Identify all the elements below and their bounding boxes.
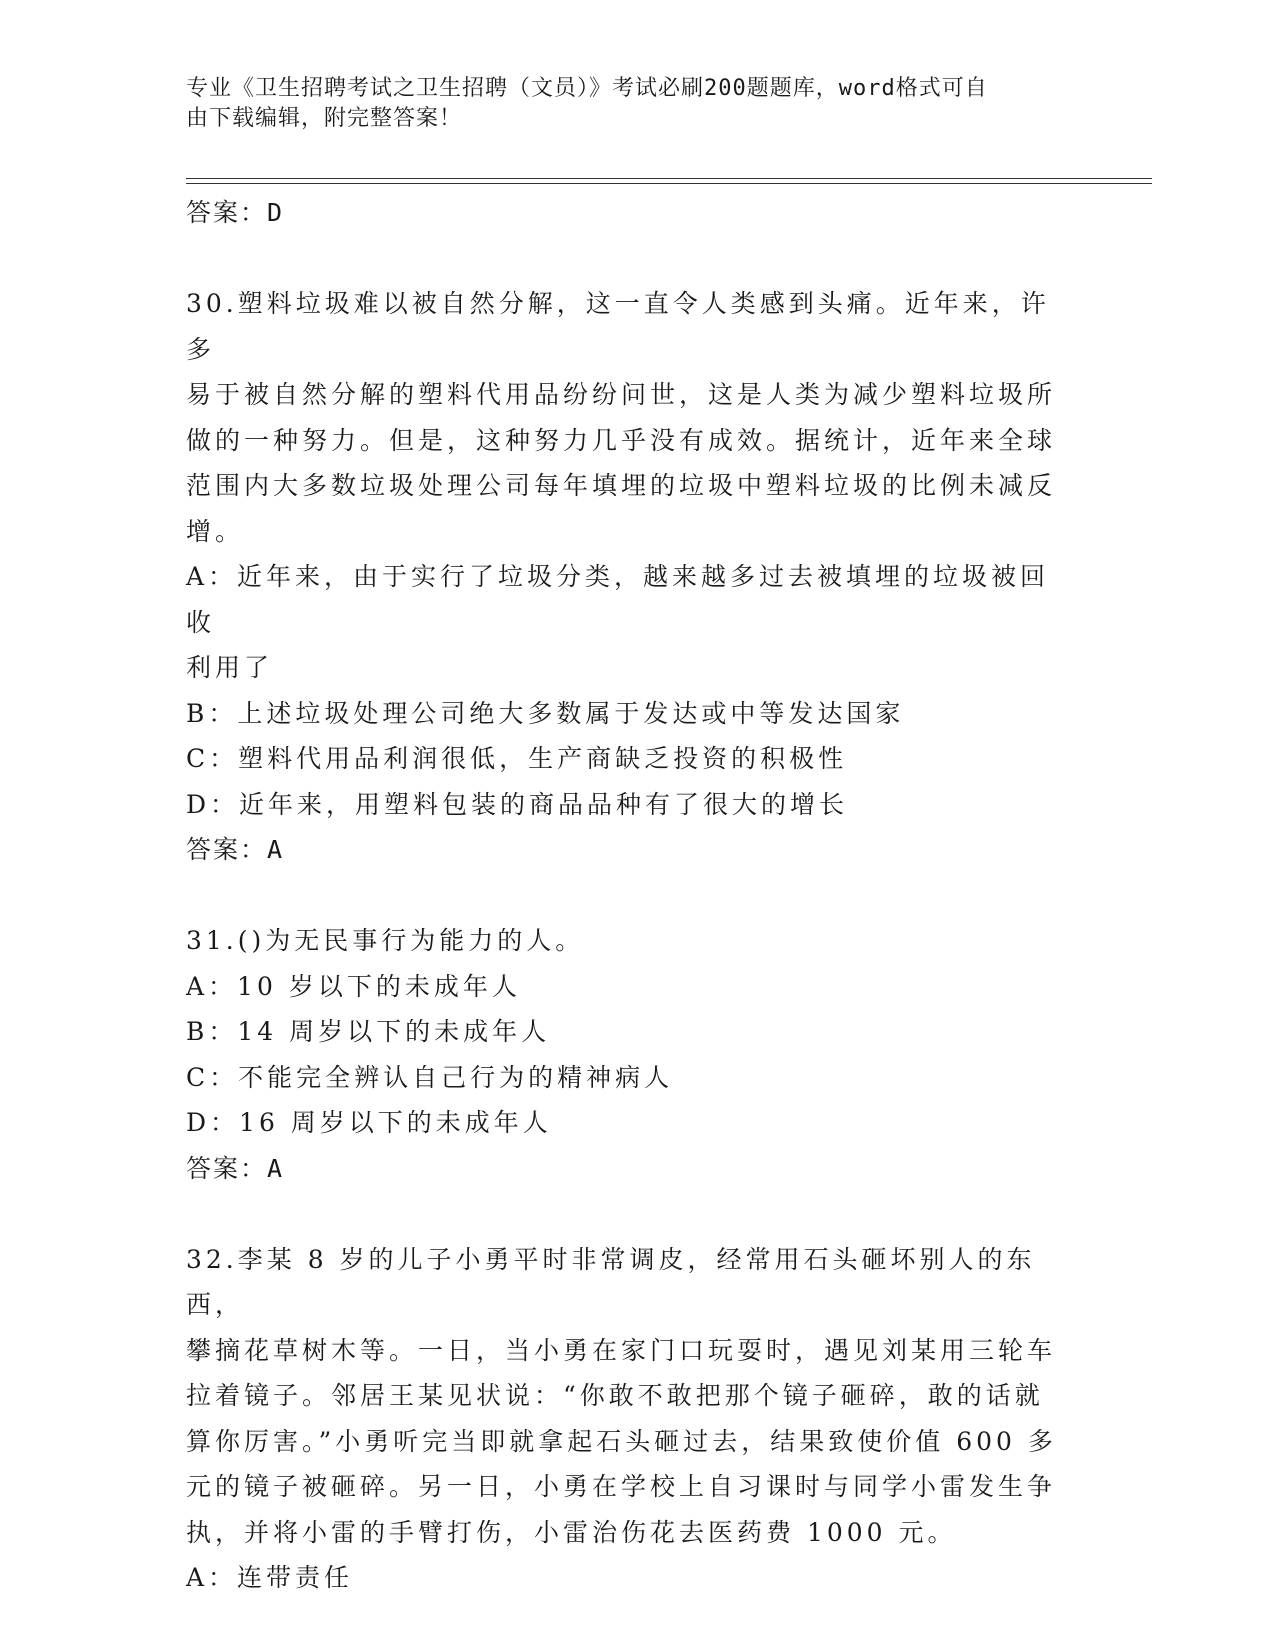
question-31-option-d: D：16 周岁以下的未成年人 (186, 1108, 552, 1137)
question-31 (186, 918, 1066, 1191)
question-30-option-d: D：近年来，用塑料包装的商品品种有了很大的增长 (186, 789, 849, 819)
question-32-stem-line: 算你厉害。”小勇听完当即就拿起石头砸过去，结果致使价值 600 多 (186, 1426, 1057, 1456)
spacer (186, 1191, 1066, 1237)
spacer (186, 236, 1066, 282)
question-31-option-b: B：14 周岁以下的未成年人 (186, 1017, 551, 1046)
question-32-stem-line: 元的镜子被砸碎。另一日，小勇在学校上自习课时与同学小雷发生争 (186, 1472, 1057, 1501)
question-30-stem-line: 做的一种努力。但是，这种努力几乎没有成效。据统计，近年来全球 (186, 425, 1057, 455)
document-header (186, 74, 1086, 134)
question-30-option-b: B：上述垃圾处理公司绝大多数属于发达或中等发达国家 (186, 698, 905, 728)
question-32-stem-line: 32.李某 8 岁的儿子小勇平时非常调皮，经常用石头砸坏别人的东西， (186, 1244, 1036, 1319)
question-30-answer: 答案：A (186, 835, 285, 864)
question-30-option-a: A：近年来，由于实行了垃圾分类，越来越多过去被填埋的垃圾被回收 (186, 562, 1050, 637)
question-30-stem-line: 增。 (186, 516, 245, 546)
question-30-option-c: C：塑料代用品利润很低，生产商缺乏投资的积极性 (186, 744, 848, 773)
question-31-option-c: C：不能完全辨认自己行为的精神病人 (186, 1062, 674, 1092)
question-31-option-a: A：10 岁以下的未成年人 (186, 971, 521, 1001)
header-divider-bottom (186, 183, 1152, 184)
question-30-option-a-cont: 利用了 (186, 653, 274, 682)
question-32-option-a: A：连带责任 (186, 1563, 354, 1592)
question-31-answer: 答案：A (186, 1153, 285, 1183)
header-line-2: 由下载编辑，附完整答案！ (186, 106, 463, 131)
answer-29: 答案：D (186, 198, 285, 227)
question-30-stem-line: 范围内大多数垃圾处理公司每年填埋的垃圾中塑料垃圾的比例未减反 (186, 471, 1057, 500)
question-30-stem-line: 30.塑料垃圾难以被自然分解，这一直令人类感到头痛。近年来，许多 (186, 289, 1050, 364)
document-body (186, 190, 1066, 1601)
question-30 (186, 281, 1066, 873)
spacer (186, 873, 1066, 919)
question-32-stem-line: 攀摘花草树木等。一日，当小勇在家门口玩耍时，遇见刘某用三轮车 (186, 1335, 1057, 1365)
question-32 (186, 1237, 1066, 1601)
question-30-stem-line: 易于被自然分解的塑料代用品纷纷问世，这是人类为减少塑料垃圾所 (186, 380, 1057, 409)
header-divider-top (186, 178, 1152, 179)
header-line-1: 专业《卫生招聘考试之卫生招聘（文员）》考试必刷200题题库，word格式可自 (186, 76, 988, 101)
question-32-stem-line: 执，并将小雷的手臂打伤，小雷治伤花去医药费 1000 元。 (186, 1517, 957, 1547)
question-32-stem-line: 拉着镜子。邻居王某见状说：“你敢不敢把那个镜子砸碎，敢的话就 (186, 1381, 1044, 1410)
question-31-stem: 31.()为无民事行为能力的人。 (186, 926, 585, 955)
